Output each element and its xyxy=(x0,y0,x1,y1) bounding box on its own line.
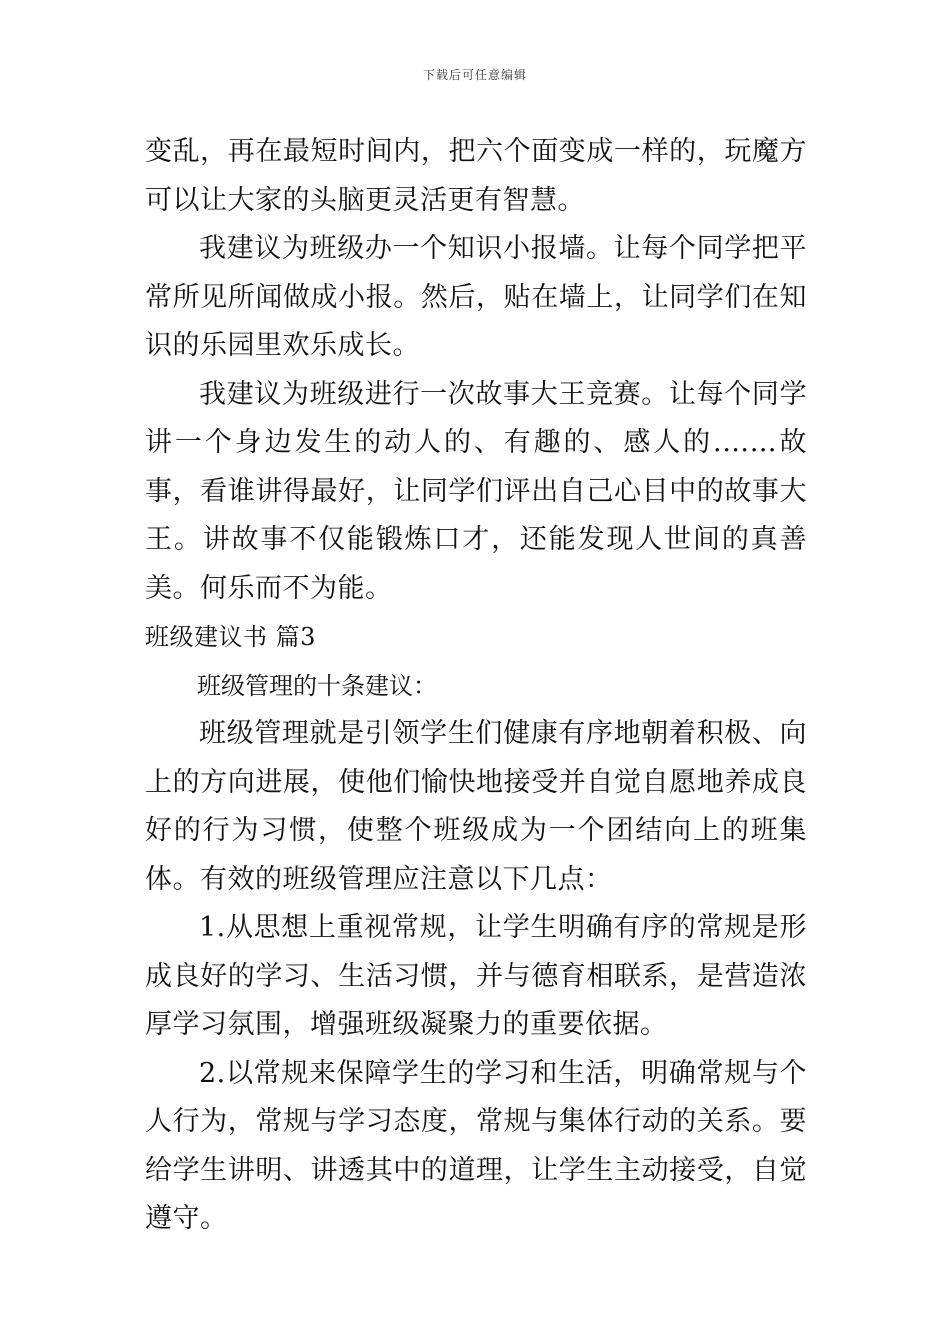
document-body xyxy=(145,128,807,1244)
paragraph-knowledge-wall: 我建议为班级办一个知识小报墙。让每个同学把平常所见所闻做成小报。然后，贴在墙上，让同学们在知识的乐园里欢乐成长。 xyxy=(145,233,807,361)
paragraph-point-2: 2.以常规来保障学生的学习和生活，明确常规与个人行为，常规与学习态度，常规与集体行动的关系。要给学生讲明、讲透其中的道理，让学生主动接受，自觉遵守。 xyxy=(145,1057,807,1234)
paragraph-point-1: 1.从思想上重视常规，让学生明确有序的常规是形成良好的学习、生活习惯，并与德育相联系，是营造浓厚学习氛围，增强班级凝聚力的重要依据。 xyxy=(145,912,807,1040)
paragraph-story-contest: 我建议为班级进行一次故事大王竞赛。让每个同学讲一个身边发生的动人的、有趣的、感人的.……故事，看谁讲得最好，让同学们评出自己心目中的故事大王。讲故事不仅能锻炼口才，还能发现人世间的真善美。何乐而不为能。 xyxy=(145,378,807,604)
paragraph-intro: 班级管理就是引领学生们健康有序地朝着积极、向上的方向进展，使他们愉快地接受并自觉自愿地养成良好的行为习惯，使整个班级成为一个团结向上的班集体。有效的班级管理应注意以下几点： xyxy=(145,718,807,895)
section-subtitle: 班级管理的十条建议： xyxy=(197,671,437,700)
paragraph-continuation: 变乱，再在最短时间内，把六个面变成一样的，玩魔方可以让大家的头脑更灵活更有智慧。 xyxy=(145,136,807,216)
section-title: 班级建议书 篇3 xyxy=(145,623,316,651)
header-note: 下载后可任意编辑 xyxy=(422,68,527,82)
